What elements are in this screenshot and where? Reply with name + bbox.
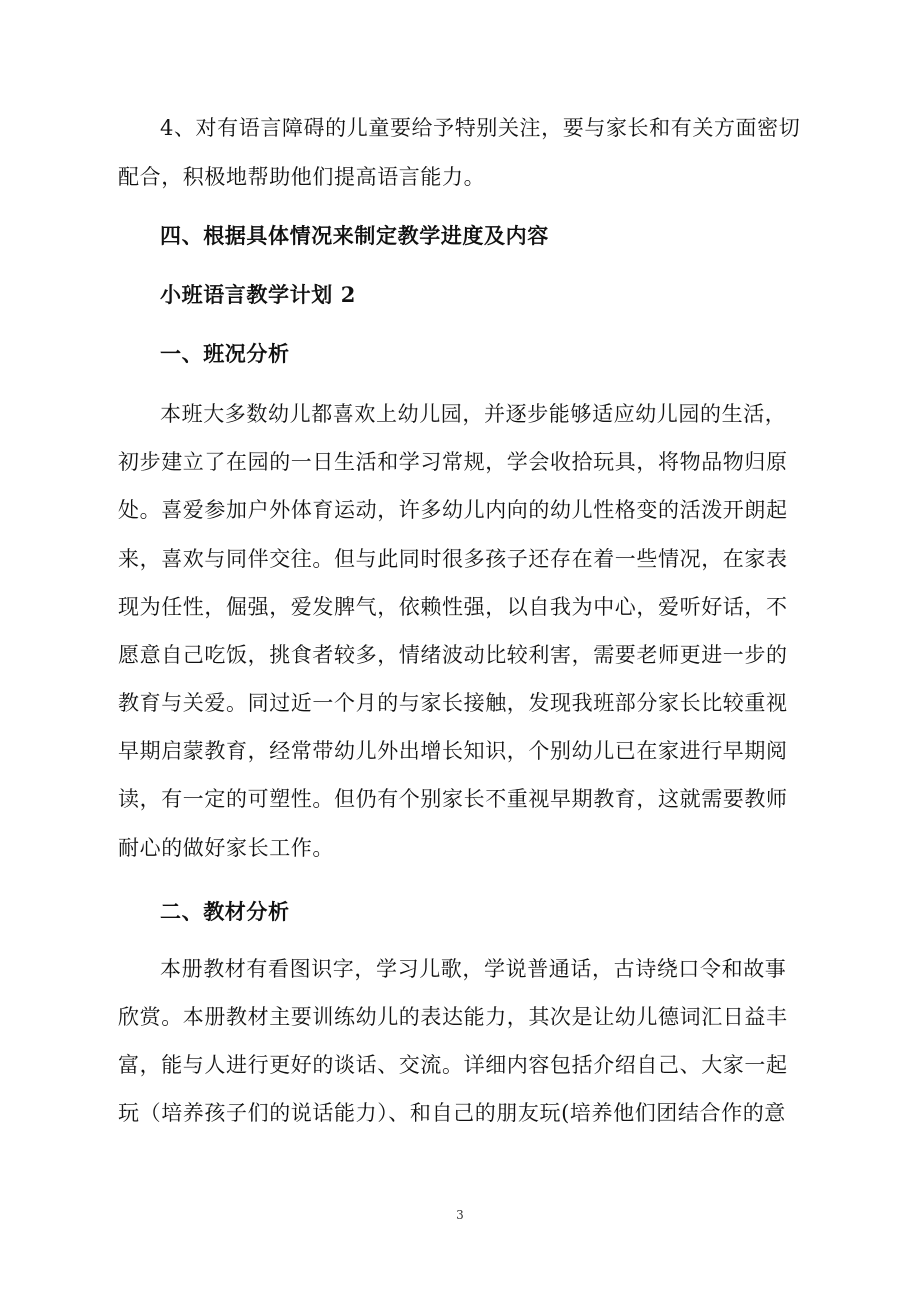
paragraph-line: 早期启蒙教育，经常带幼儿外出增长知识，个别幼儿已在家进行早期阅	[118, 739, 788, 763]
paragraph-line: 教育与关爱。同过近一个月的与家长接触，发现我班部分家长比较重视	[118, 691, 788, 715]
paragraph-line: 富，能与人进行更好的谈话、交流。详细内容包括介绍自己、大家一起	[118, 1053, 788, 1077]
paragraph-line: 本班大多数幼儿都喜欢上幼儿园，并逐步能够适应幼儿园的生活，	[160, 402, 787, 426]
section-heading: 四、根据具体情况来制定教学进度及内容	[160, 223, 549, 248]
section-heading: 一、班况分析	[160, 341, 290, 366]
paragraph-line: 处。喜爱参加户外体育运动，许多幼儿内向的幼儿性格变的活泼开朗起	[118, 498, 788, 522]
paragraph-line: 现为任性，倔强，爱发脾气，依赖性强，以自我为中心，爱听好话，不	[118, 595, 788, 619]
paragraph-line: 读，有一定的可塑性。但仍有个别家长不重视早期教育，这就需要教师	[118, 787, 788, 811]
paragraph-line: 本册教材有看图识字，学习儿歌，学说普通话，古诗绕口令和故事	[160, 957, 787, 981]
page-number: 3	[456, 1208, 464, 1222]
paragraph-line: 配合，积极地帮助他们提高语言能力。	[118, 165, 486, 189]
document-title: 小班语言教学计划 2	[160, 282, 356, 307]
paragraph-line: 耐心的做好家长工作。	[118, 836, 334, 860]
paragraph-line: 初步建立了在园的一日生活和学习常规，学会收拾玩具，将物品物归原	[118, 450, 788, 474]
paragraph-line: 玩（培养孩子们的说话能力）、和自己的朋友玩(培养他们团结合作的意	[118, 1101, 786, 1125]
paragraph-line: 来，喜欢与同伴交往。但与此同时很多孩子还存在着一些情况，在家表	[118, 547, 788, 571]
paragraph-line: 4、对有语言障碍的儿童要给予特别关注，要与家长和有关方面密切	[160, 116, 801, 140]
paragraph-line: 欣赏。本册教材主要训练幼儿的表达能力，其次是让幼儿德词汇日益丰	[118, 1005, 788, 1029]
section-heading: 二、教材分析	[160, 899, 290, 924]
paragraph-line: 愿意自己吃饭，挑食者较多，情绪波动比较利害，需要老师更进一步的	[118, 643, 788, 667]
